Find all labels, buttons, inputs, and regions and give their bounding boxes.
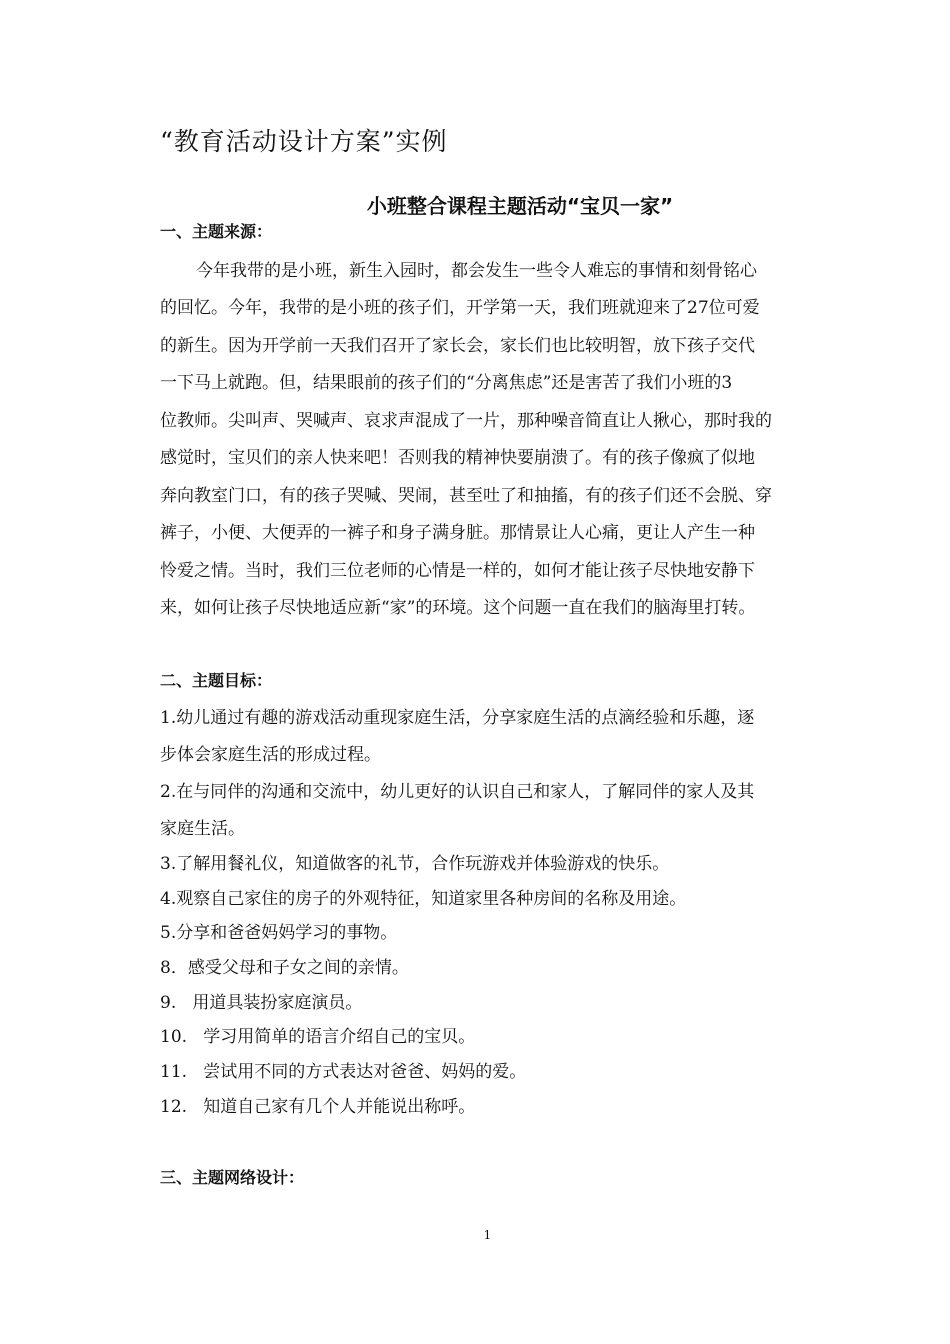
goal-line: 2.在与同伴的沟通和交流中，幼儿更好的认识自己和家人，了解同伴的家人及其: [160, 782, 755, 802]
goal-line: 步体会家庭生活的形成过程。: [160, 745, 381, 765]
goal-line: 8．感受父母和子女之间的亲情。: [160, 958, 409, 978]
paragraph-line: 奔向教室门口，有的孩子哭喊、哭闹，甚至吐了和抽搐，有的孩子们还不会脱、穿: [160, 486, 772, 506]
section1-heading: 一、主题来源：: [160, 222, 273, 241]
goal-line: 5.分享和爸爸妈妈学习的事物。: [160, 923, 398, 943]
goal-line: 1.幼儿通过有趣的游戏活动重现家庭生活，分享家庭生活的点滴经验和乐趣，逐: [160, 708, 755, 728]
document-title: “教育活动设计方案”实例: [160, 127, 448, 156]
paragraph-line: 怜爱之情。当时，我们三位老师的心情是一样的，如何才能让孩子尽快地安静下: [160, 561, 755, 581]
goal-line: 4.观察自己家住的房子的外观特征，知道家里各种房间的名称及用途。: [160, 889, 687, 909]
goal-line: 家庭生活。: [160, 819, 245, 839]
paragraph-line: 的回忆。今年，我带的是小班的孩子们，开学第一天，我们班就迎来了27位可爱: [160, 298, 760, 318]
paragraph-line: 感觉时，宝贝们的亲人快来吧！否则我的精神快要崩溃了。有的孩子像疯了似地: [160, 448, 755, 468]
goal-line: 9. 用道具装扮家庭演员。: [160, 993, 363, 1013]
page-number: 1: [483, 1228, 492, 1242]
paragraph-line: 来，如何让孩子尽快地适应新“家”的环境。这个问题一直在我们的脑海里打转。: [160, 598, 756, 618]
section3-heading: 三、主题网络设计：: [160, 1168, 305, 1187]
goal-line: 3.了解用餐礼仪，知道做客的礼节，合作玩游戏并体验游戏的快乐。: [160, 854, 670, 874]
goal-line: 10. 学习用简单的语言介绍自己的宝贝。: [160, 1027, 476, 1047]
paragraph-line: 今年我带的是小班，新生入园时，都会发生一些令人难忘的事情和刻骨铭心: [196, 261, 757, 281]
paragraph-line: 位教师。尖叫声、哭喊声、哀求声混成了一片，那种噪音简直让人揪心，那时我的: [160, 411, 772, 431]
document-subtitle: 小班整合课程主题活动“宝贝一家”: [366, 194, 674, 218]
section2-heading: 二、主题目标：: [160, 671, 273, 690]
paragraph-line: 裤子，小便、大便弄的一裤子和身子满身脏。那情景让人心痛，更让人产生一种: [160, 523, 755, 543]
paragraph-line: 的新生。因为开学前一天我们召开了家长会，家长们也比较明智，放下孩子交代: [160, 336, 755, 356]
goal-line: 11. 尝试用不同的方式表达对爸爸、妈妈的爱。: [160, 1062, 527, 1082]
goal-line: 12. 知道自己家有几个人并能说出称呼。: [160, 1097, 476, 1117]
paragraph-line: 一下马上就跑。但，结果眼前的孩子们的“分离焦虑”还是害苦了我们小班的3: [160, 373, 733, 393]
